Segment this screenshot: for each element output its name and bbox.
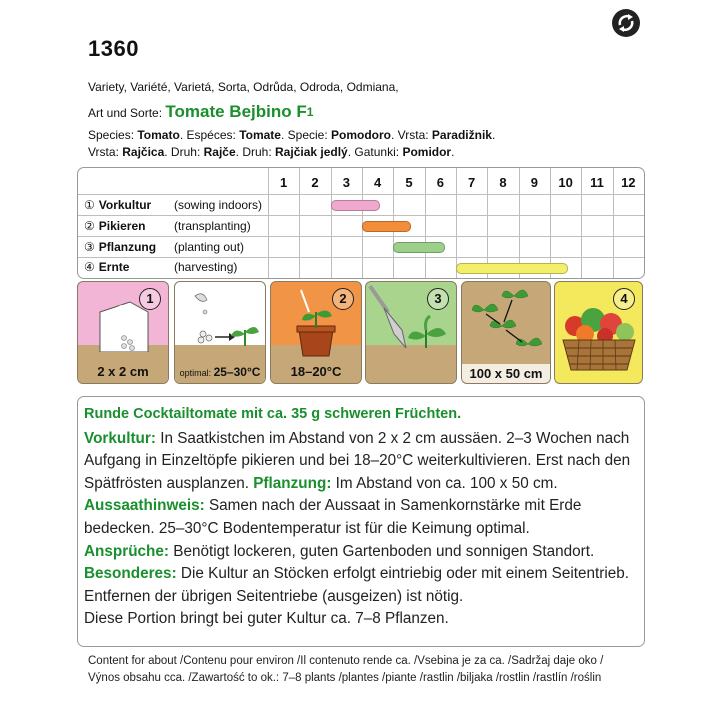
caption-germination-temp: optimal: 25–30°C [179,365,261,379]
instruction-pictures [77,281,643,384]
picture-spacing [461,281,551,384]
caption-sowing-spacing: 2 x 2 cm [97,364,149,379]
step-ernte: ④ Ernte [84,260,130,274]
calendar-bar-pikieren [362,221,411,232]
month-label-6: 6 [436,175,444,190]
step-desc-harvesting: (harvesting) [174,260,238,274]
calendar-bar-pflanzung [393,242,445,253]
month-label-9: 9 [530,175,538,190]
month-label-11: 11 [590,175,604,190]
grid-line [613,168,614,278]
calendar-bar-vorkultur [331,200,380,211]
grid-line [331,168,332,278]
sowing-calendar [77,167,645,279]
product-code: 1360 [88,36,139,61]
picture-sowing [77,281,169,384]
month-label-2: 2 [311,175,319,190]
content-line-1: Content for about /Contenu pour environ /Il contenuto rende ca. /Vsebina je za ca. /Sadržaj daje oko / [88,655,604,667]
seed-sprout-icon [175,282,265,352]
step-badge-1: 1 [139,288,161,310]
step-desc-planting: (planting out) [174,240,245,254]
calendar-grid [268,168,644,278]
step-desc-transplanting: (transplanting) [174,219,251,233]
description-lead: Runde Cocktailtomate mit ca. 35 g schweren Früchten. [84,406,462,422]
paragraph-ansprueche: Ansprüche: Benötigt lockeren, guten Gartenboden und sonnigen Standort. [84,542,595,560]
paragraph-vorkultur: Vorkultur: In Saatkistchen im Abstand von 2 x 2 cm aussäen. 2–3 Wochen nach Aufgang in Einzeltöpfe pikieren und bei 18–20°C weiterkultivieren. Erst nach den Spätfrösten ausplanzen. Pflanzung: Im Abstand von ca. 100 x 50 cm. [84,429,631,492]
content-line-2: Výnos obsahu cca. /Zawartość to ok.: 7–8 plants /plantes /piante /rastlin /biljaka /rostlin /rastlín /roślin [88,672,602,684]
step-pflanzung: ③ Pflanzung [84,240,157,254]
month-label-7: 7 [468,175,476,190]
grid-line [550,168,551,278]
variety-line: Variety, Variété, Varietá, Sorta, Odrůda, Odroda, Odmiana, [88,80,399,94]
picture-germination [174,281,266,384]
month-label-3: 3 [342,175,350,190]
grid-line [487,168,488,278]
title-prefix: Art und Sorte: [88,106,166,120]
picture-harvest [554,281,643,384]
grid-line [456,168,457,278]
picture-planting-out [365,281,457,384]
description-box [77,396,645,647]
species-line-2: Vrsta: Rajčica. Druh: Rajče. Druh: Rajčiak jedlý. Gatunki: Pomidor. [88,145,455,159]
variety-title [88,104,313,121]
grid-line [299,168,300,278]
grid-line [519,168,520,278]
month-label-1: 1 [280,175,288,190]
step-badge-4: 4 [613,288,635,310]
species-line-1: Species: Tomato. Espéces: Tomate. Specie: Pomodoro. Vrsta: Paradižnik. [88,128,496,142]
month-label-5: 5 [405,175,413,190]
step-vorkultur: ① Vorkultur [84,198,152,212]
grid-line [425,168,426,278]
calendar-bar-ernte [456,263,568,274]
grid-line [581,168,582,278]
paragraph-besonderes: Besonderes: Die Kultur an Stöcken erfolgt eintriebig oder mit einem Seitentrieb. Entfernen der übrigen Seitentriebe (ausgeizen) ist nötig. [84,565,630,605]
step-badge-2: 2 [332,288,354,310]
spacing-plants-icon [462,282,550,362]
month-label-4: 4 [374,175,382,190]
content-info [88,653,603,687]
variety-name: Tomate Bejbino $F_1$ [165,102,314,121]
step-desc-sowing: (sowing indoors) [174,198,263,212]
paragraph-portion: Diese Portion bringt bei guter Kultur ca. 7–8 Pflanzen. [84,610,449,628]
month-label-8: 8 [499,175,507,190]
month-label-10: 10 [558,175,573,190]
caption-plant-spacing: 100 x 50 cm [462,364,550,383]
recycle-icon [611,8,641,38]
caption-transplant-temp: 18–20°C [290,364,342,379]
step-pikieren: ② Pikieren [84,219,146,233]
month-label-12: 12 [621,175,636,190]
step-badge-3: 3 [427,288,449,310]
paragraph-aussaathinweis: Aussaathinweis: Samen nach der Aussaat in Samenkornstärke mit Erde bedecken. 25–30°C Bodentemperatur ist für die Keimung optimal. [84,497,582,537]
picture-transplanting [270,281,362,384]
